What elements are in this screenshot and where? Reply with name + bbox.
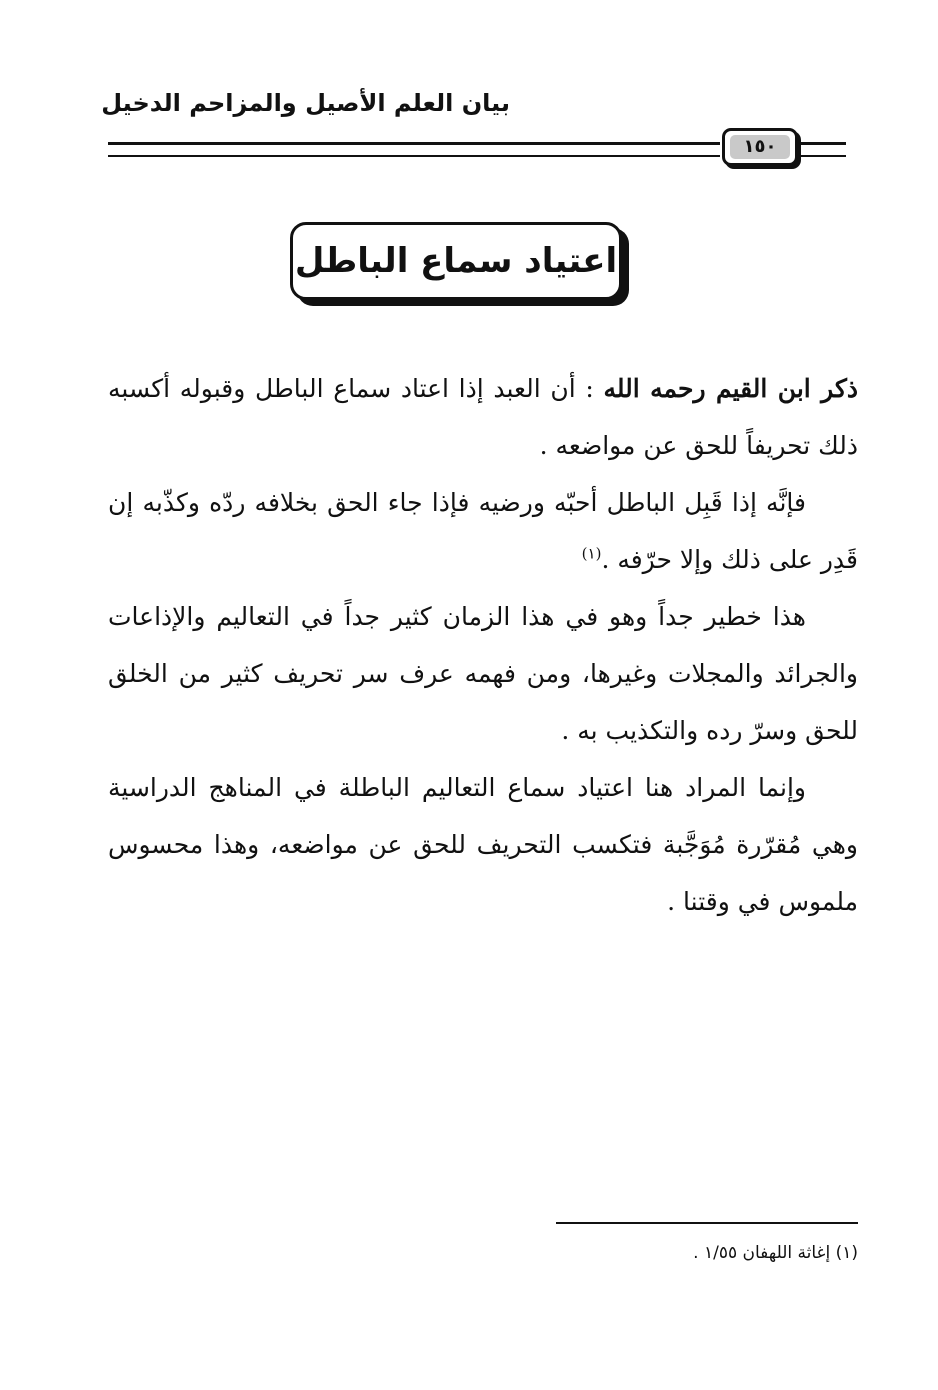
paragraph-1 [108, 360, 858, 474]
page-number: ١٥٠ [730, 135, 790, 159]
paragraph-2 [108, 474, 858, 588]
header-rule-right-bottom [800, 155, 846, 157]
paragraph-3 [108, 588, 858, 759]
running-header-title: بيان العلم الأصيل والمزاحم الدخيل [101, 89, 510, 117]
header-rule-top [108, 142, 720, 145]
header-rule-bottom [108, 155, 720, 157]
paragraph-text: فإنَّه إذا قَبِل الباطل أحبّه ورضيه فإذا جاء الحق بخلافه ردّه وكذّبه إن قَدِر على ذلك وإلا حرّفه . [108, 488, 858, 574]
paragraph-text: وإنما المراد هنا اعتياد سماع التعاليم الباطلة في المناهج الدراسية وهي مُقرّرة مُوَجَّبة فتكسب التحريف للحق عن مواضعه، وهذا محسوس ملموس في وقتنا . [108, 773, 859, 916]
body-text [108, 360, 858, 930]
footnote-1: (١) إغاثة اللهفان ١/٥٥ . [693, 1243, 858, 1263]
paragraph-text: : أن العبد إذا اعتاد سماع الباطل وقبوله أكسبه ذلك تحريفاً للحق عن مواضعه . [108, 374, 858, 460]
page-number-frame [722, 128, 798, 166]
section-title: اعتياد سماع الباطل [294, 241, 618, 281]
footnote-reference[interactable]: (١) [581, 544, 602, 563]
section-title-frame [290, 222, 622, 300]
paragraph-lead: ذكر ابن القيم رحمه الله [603, 374, 858, 403]
header-rule-right-top [800, 142, 846, 145]
paragraph-text: هذا خطير جداً وهو في هذا الزمان كثير جداً في التعاليم والإذاعات والجرائد والمجلات وغيرها، ومن فهمه عرف سر تحريف كثير من الخلق للحق وسرّ رده والتكذيب به . [108, 602, 858, 745]
paragraph-4 [108, 759, 858, 930]
footnote-separator [556, 1222, 858, 1224]
